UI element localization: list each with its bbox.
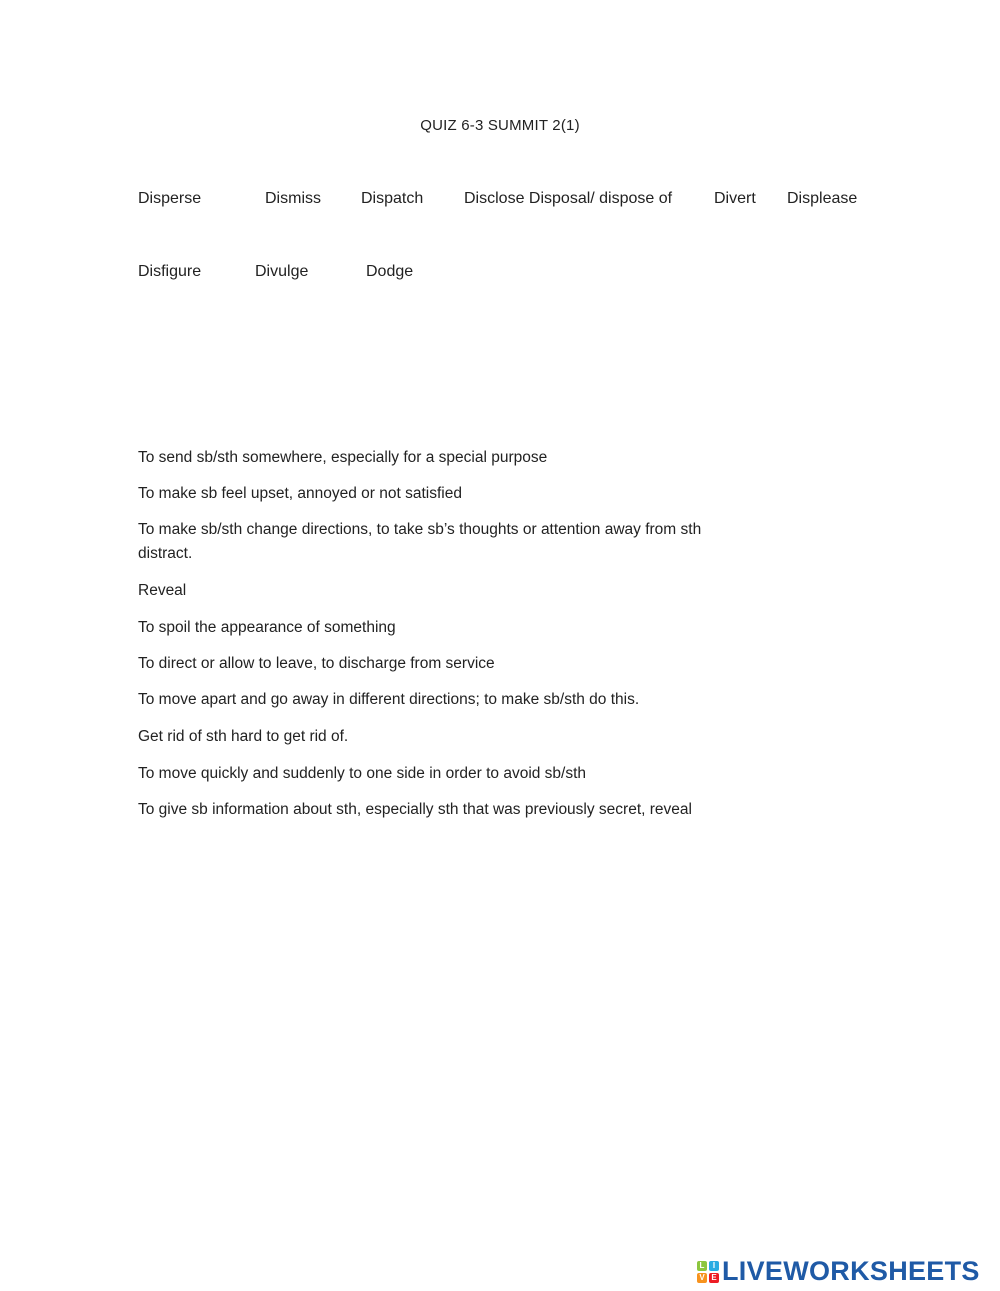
definition-item: Get rid of sth hard to get rid of.	[138, 728, 349, 745]
definition-item: To make sb feel upset, annoyed or not satisfied	[138, 485, 462, 502]
word-bank-item: Disclose Disposal/ dispose of	[464, 190, 673, 207]
word-bank-item: Disfigure	[138, 263, 202, 280]
definition-item: To spoil the appearance of something	[138, 619, 396, 636]
page-title: QUIZ 6-3 SUMMIT 2(1)	[420, 117, 580, 134]
word-bank-item: Dismiss	[265, 190, 321, 207]
word-bank-item: Dispatch	[361, 190, 424, 207]
logo-mark-icon: L I V E	[697, 1261, 719, 1283]
word-bank-item: Dodge	[366, 263, 414, 280]
definition-item: To direct or allow to leave, to discharge from service	[138, 655, 495, 672]
definition-item: To move quickly and suddenly to one side in order to avoid sb/sth	[138, 765, 587, 782]
definition-item: To make sb/sth change directions, to take sb’s thoughts or attention away from sth distract.	[138, 521, 702, 562]
word-bank-item: Disperse	[138, 190, 202, 207]
liveworksheets-logo	[697, 1256, 980, 1287]
definition-item: To give sb information about sth, especially sth that was previously secret, reveal	[138, 801, 692, 818]
logo-text: LIVEWORKSHEETS	[722, 1256, 980, 1286]
definition-item: Reveal	[138, 582, 187, 599]
word-bank-item: Divulge	[255, 263, 309, 280]
definition-item: To send sb/sth somewhere, especially for a special purpose	[138, 449, 548, 466]
word-bank-item: Divert	[714, 190, 756, 207]
word-bank-item: Displease	[787, 190, 858, 207]
definition-item: To move apart and go away in different directions; to make sb/sth do this.	[138, 691, 640, 708]
